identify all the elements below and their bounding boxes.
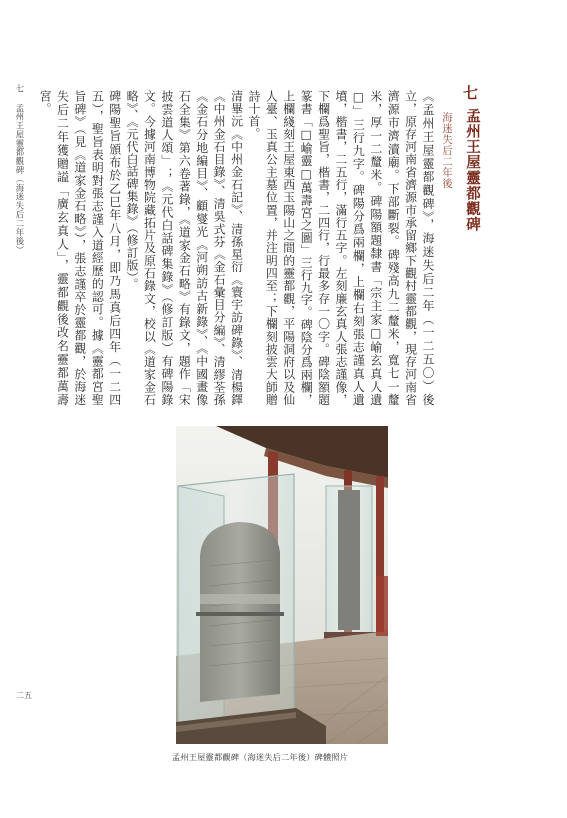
photo-caption: 孟州王屋靈都觀碑（海迷失后二年後）碑體照片 — [172, 752, 349, 762]
running-header: 七 孟州王屋靈都觀碑（海迷失后二年後） — [15, 84, 25, 255]
page-number: 二五 — [16, 691, 32, 700]
stele-photo — [176, 426, 388, 744]
paragraph-description: 《孟州王屋靈都觀碑》，海迷失后二年（一二五〇）後立，原存河南省濟源市承留鄉下觀村靈都觀，現存河南省濟源市濟瀆廟。下部斷裂。碑殘高九二釐米，寬七一釐米，厚一二釐米。碑陽額題隸書「宗主家□崳玄真人遺□」三行九字。碑陽分爲兩欄，上欄右刻張志謹真人遺墳，楷書，二五行，滿行五字。左刻廉玄真人張志謹像，下欄爲聖旨，楷書，二四行，行最多存一〇字。碑陰額題篆書「□崳靈□萬壽宮之圖」三行九字。碑陰分爲兩欄，上欄綫刻王屋東西玉陽山之間的靈都觀，平陽洞府以及仙人臺、玉真公主墓位置，并注明四至；下欄刻披雲大師贈詩十首。 — [246, 90, 435, 406]
body-text — [38, 90, 436, 406]
chapter-subtitle: 海迷失后二年後 — [441, 112, 453, 189]
chapter-title: 孟州王屋靈都觀碑 — [464, 108, 481, 232]
paragraph-edict: 碑陽聖旨頒布於乙巳年八月，即乃馬真后四年（一二四五），聖旨表明對張志謹入道經歷的認可。據《靈都宮聖旨碑》（見《道家金石略》），張志謹卒於靈都觀，於海迷失后二年獲贈謚「廣玄真人」，靈都觀後改名靈都萬壽宮。 — [38, 90, 122, 406]
paragraph-bibliography: 清畢沅《中州金石記》、清孫星衍《寰宇訪碑錄》、清楊鐸《中州金石目錄》、清吳式芬《金石彙目分編》、清繆荃孫《金石分地編目》、顧燮光《河朔訪古新錄》、《中國畫像石全集》第六卷著錄，《道家金石略》有錄文，題作「宋披雲道人頌」；《元代白話碑集錄》（修訂版）有碑陽錄文。今據河南博物院藏拓片及原石錄文，校以《道家金石略》、《元代白話碑集錄》（修訂版）。 — [125, 90, 244, 406]
chapter-number: 七 — [463, 84, 479, 102]
